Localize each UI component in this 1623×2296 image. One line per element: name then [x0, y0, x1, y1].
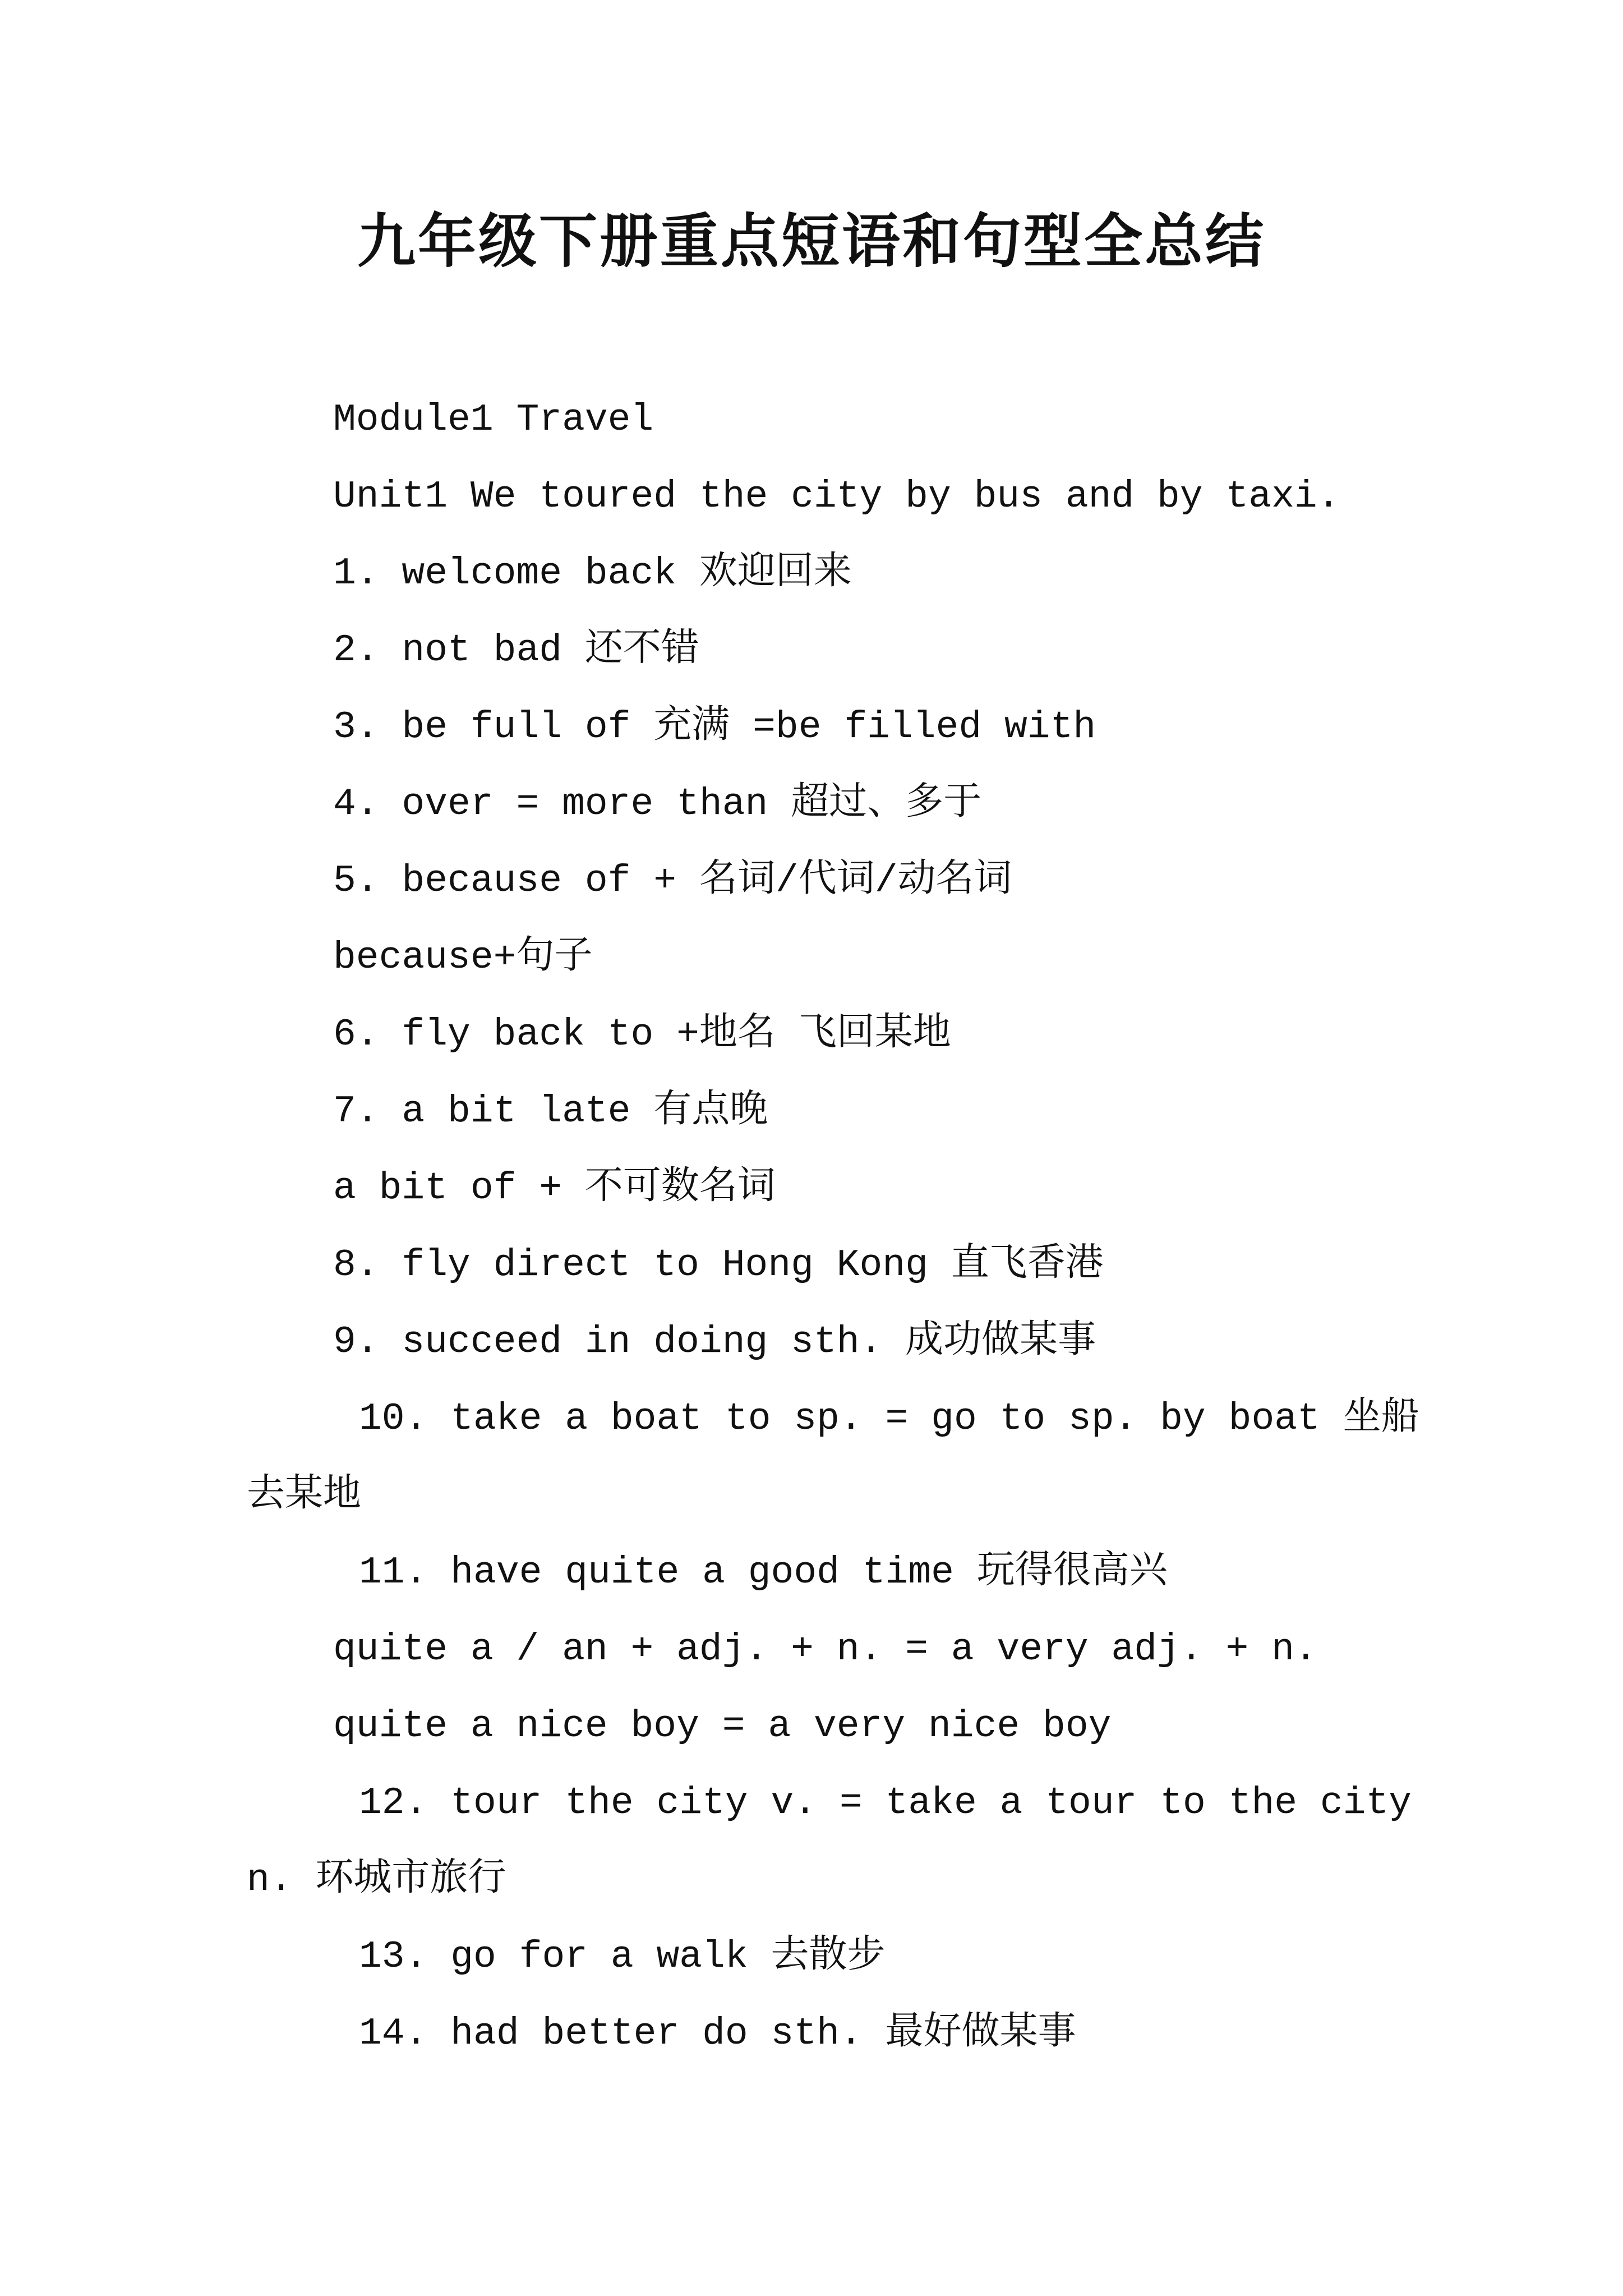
phrase-note: because+句子 [333, 936, 593, 979]
phrase-item: 4. over = more than 超过、多于 [333, 783, 982, 826]
phrase-note: quite a / an + adj. + n. = a very adj. + n. [333, 1628, 1317, 1671]
phrase-item: 14. had better do sth. 最好做某事 [359, 2012, 1076, 2055]
phrase-note: a bit of + 不可数名词 [333, 1167, 776, 1210]
phrase-item: 11. have quite a good time 玩得很高兴 [359, 1551, 1168, 1594]
phrase-continuation: n. 环城市旅行 [247, 1858, 506, 1902]
phrase-item: 2. not bad 还不错 [333, 629, 699, 672]
phrase-item: 3. be full of 充满 =be filled with [333, 706, 1096, 749]
phrase-item: 8. fly direct to Hong Kong 直飞香港 [333, 1244, 1104, 1287]
phrase-item: 7. a bit late 有点晚 [333, 1090, 768, 1133]
phrase-item: 1. welcome back 欢迎回来 [333, 552, 852, 595]
document-body [247, 381, 1419, 2072]
unit-heading: Unit1 We toured the city by bus and by taxi. [333, 475, 1340, 518]
phrase-item: 9. succeed in doing sth. 成功做某事 [333, 1320, 1096, 1364]
phrase-item: 5. because of + 名词/代词/动名词 [333, 859, 1012, 903]
phrase-item: 10. take a boat to sp. = go to sp. by boat 坐船 [359, 1397, 1419, 1441]
page-title: 九年级下册重点短语和句型全总结 [357, 206, 1266, 275]
module-heading: Module1 Travel [333, 398, 654, 441]
phrase-note: quite a nice boy = a very nice boy [333, 1705, 1112, 1748]
phrase-item: 13. go for a walk 去散步 [359, 1935, 886, 1978]
phrase-item: 12. tour the city v. = take a tour to the city [359, 1782, 1412, 1825]
phrase-continuation: 去某地 [247, 1474, 362, 1517]
phrase-item: 6. fly back to +地名 飞回某地 [333, 1013, 951, 1056]
